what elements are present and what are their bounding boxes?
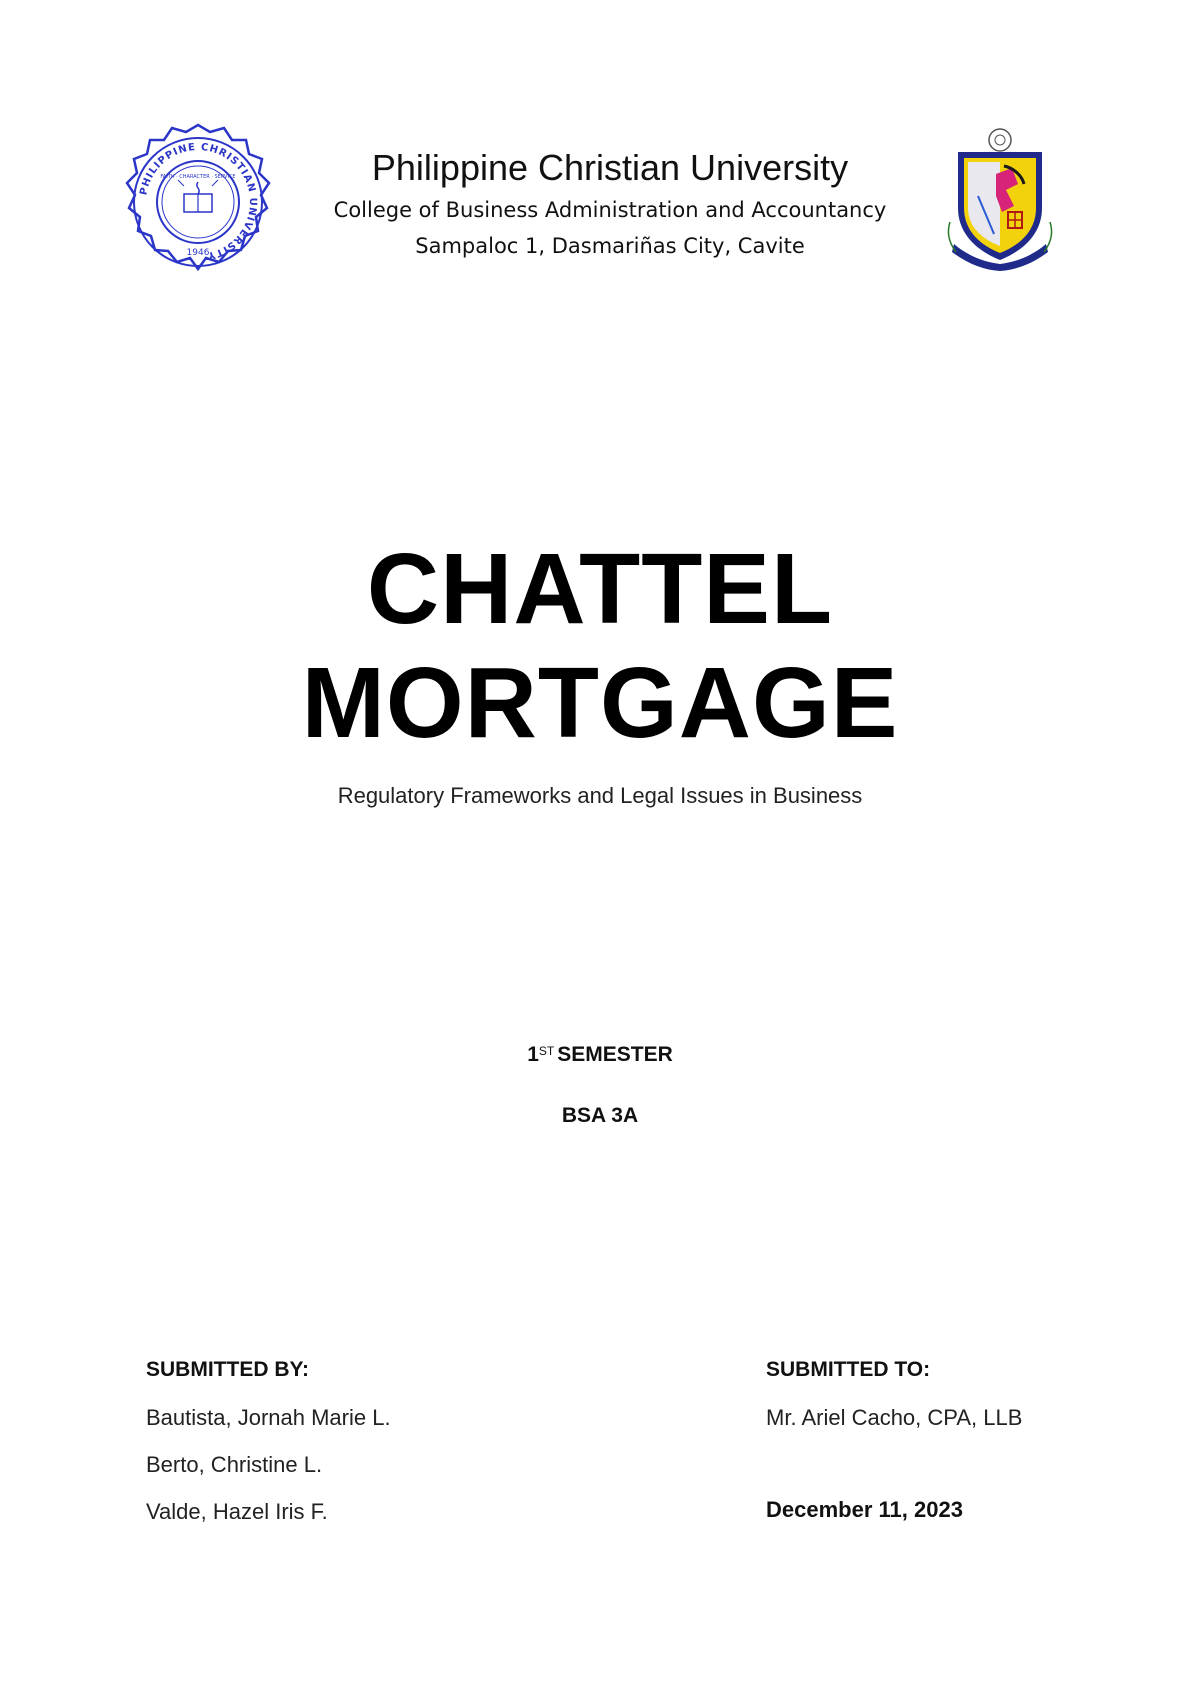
college-crest-logo [944, 126, 1056, 276]
semester-text: SEMESTER [557, 1043, 673, 1066]
submitter-name: Bautista, Jornah Marie L. [146, 1405, 391, 1430]
semester-label [0, 1041, 1200, 1069]
submitter-name: Valde, Hazel Iris F. [146, 1499, 328, 1524]
submitted-by-block [146, 1356, 391, 1545]
svg-text:PHILIPPINE CHRISTIAN UNIVERSIT: PHILIPPINE CHRISTIAN UNIVERSITY [138, 141, 259, 262]
document-title [0, 532, 1200, 760]
semester-number: 1 [527, 1043, 539, 1066]
college-name: College of Business Administration and Accountancy [333, 198, 887, 222]
svg-text:1946: 1946 [186, 248, 210, 258]
submitted-to-heading: SUBMITTED TO: [766, 1358, 931, 1381]
college-address: Sampaloc 1, Dasmariñas City, Cavite [415, 234, 805, 258]
instructor-name: Mr. Ariel Cacho, CPA, LLB [766, 1405, 1023, 1430]
title-line-1: CHATTEL [366, 533, 834, 645]
semester-suffix: ST [538, 1044, 555, 1058]
submission-date: December 11, 2023 [766, 1497, 963, 1522]
submitter-name: Berto, Christine L. [146, 1452, 323, 1477]
university-seal-logo [118, 122, 278, 282]
svg-text:FAITH · CHARACTER · SERVICE: FAITH · CHARACTER · SERVICE [160, 174, 236, 180]
document-header [290, 146, 930, 264]
submitted-to-block [766, 1356, 1022, 1451]
university-name: Philippine Christian University [371, 147, 849, 188]
course-subtitle: Regulatory Frameworks and Legal Issues in Business [337, 783, 863, 808]
submitted-by-heading: SUBMITTED BY: [146, 1358, 309, 1381]
title-line-2: MORTGAGE [301, 647, 899, 759]
class-section: BSA 3A [561, 1104, 639, 1127]
